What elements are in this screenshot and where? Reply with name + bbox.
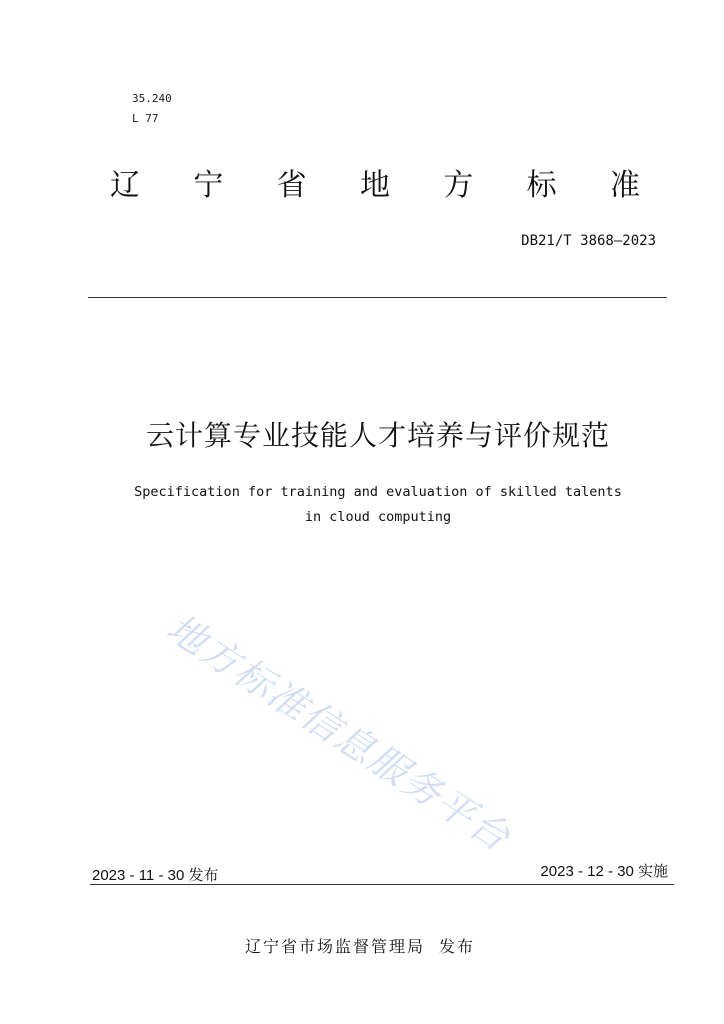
ics-code: 35.240 [132,92,172,105]
issue-date: 2023 - 11 - 30 发布 [92,867,219,884]
bottom-divider [90,884,674,885]
classification-codes [132,89,172,129]
document-title-english [100,480,656,530]
standard-type-char: 准 [609,168,640,203]
standard-type-char: 标 [526,168,557,203]
standard-type-char: 方 [443,168,474,203]
standard-type-char: 宁 [193,168,224,203]
ccs-code: L 77 [132,112,159,125]
standard-number: DB21/T 3868—2023 [521,233,656,249]
english-title-line-2: in cloud computing [304,509,452,525]
issuer-action: 发布 [439,937,476,956]
issuer-name: 辽宁省市场监督管理局 [245,937,426,956]
standard-type-char: 省 [276,168,307,203]
document-title-chinese: 云计算专业技能人才培养与评价规范 [145,419,610,452]
top-divider [88,297,667,298]
issuing-authority [245,934,475,957]
english-title-line-1: Specification for training and evaluation of skilled talents [134,484,622,500]
watermark: 地方标准信息服务平台 [159,605,519,861]
standard-type-char: 地 [359,168,390,203]
implementation-date: 2023 - 12 - 30 实施 [540,863,668,880]
standard-type-heading [110,166,640,206]
standard-type-char: 辽 [110,168,140,203]
